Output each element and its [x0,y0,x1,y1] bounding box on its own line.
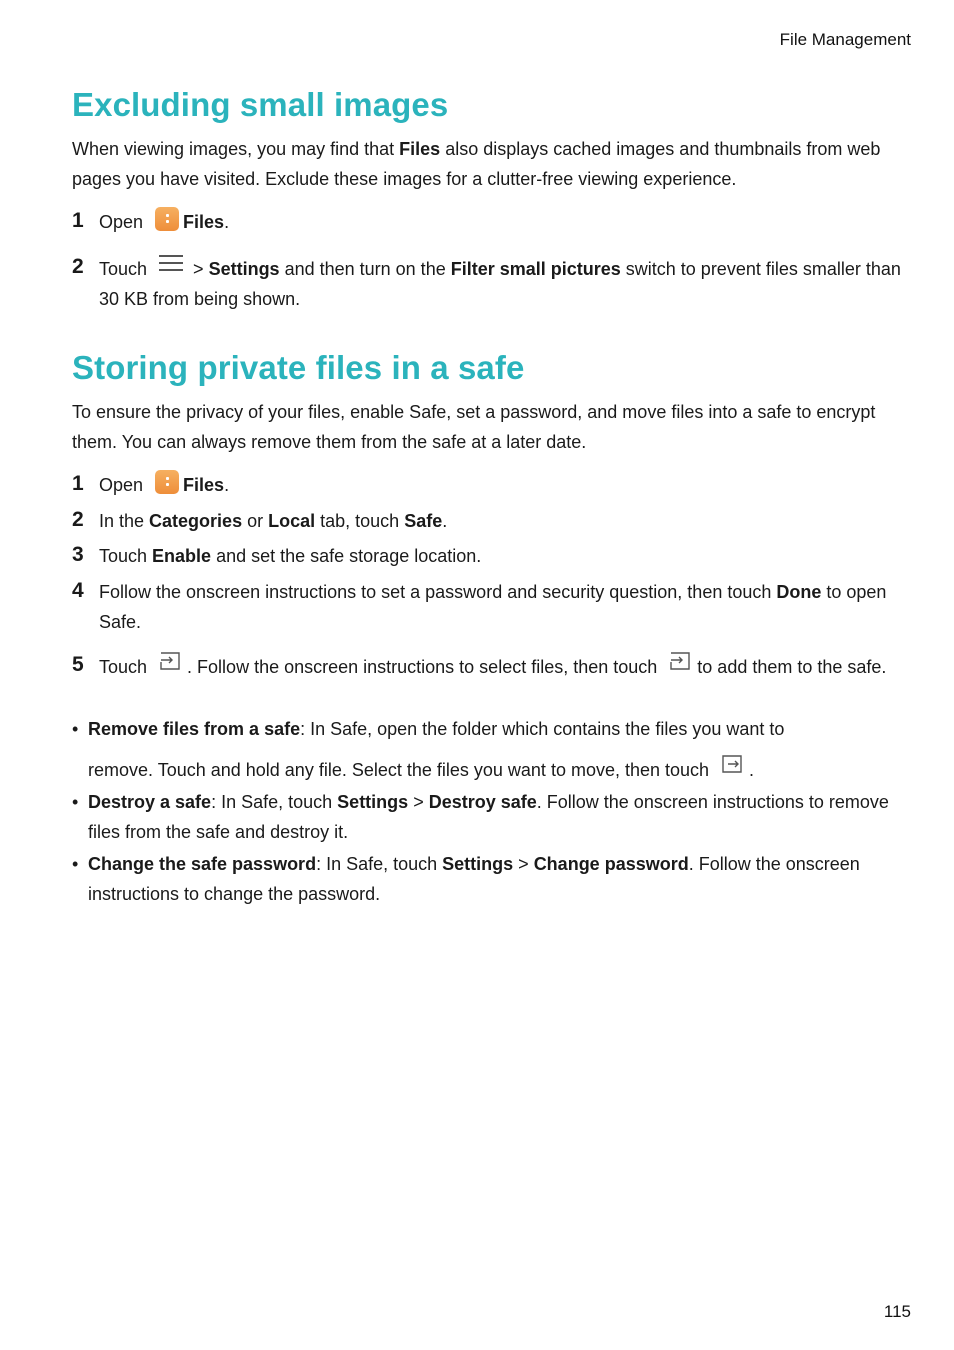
step-number: 3 [72,543,84,566]
step-number: 2 [72,255,84,278]
step-number: 2 [72,508,84,531]
section1-step-2: 2 Touch > Settings and then turn on the Filter small pictures switch to prevent files smaller than 30 KB from being shown. [72,253,902,314]
section2-step-2: 2 In the Categories or Local tab, touch Safe. [72,506,902,536]
move-to-safe-icon [669,651,691,671]
bullet-dot: • [72,719,79,739]
section2-step-5: 5 Touch . Follow the onscreen instructions to select files, then touch to add them to the safe. [72,651,902,682]
running-header: File Management [779,30,911,49]
move-out-icon [721,754,743,774]
bullet-change-password: • Change the safe password: In Safe, touch Settings > Change password. Follow the onscreen instructions to change the password. [72,849,902,909]
move-to-safe-icon [159,651,181,671]
section2-intro: To ensure the privacy of your files, enable Safe, set a password, and move files into a safe to encrypt them. You can always remove them from the safe at a later date. [72,402,876,452]
section2-step-4: 4 Follow the onscreen instructions to set a password and security question, then touch Done to open Safe. [72,577,902,637]
bullet-destroy-safe: • Destroy a safe: In Safe, touch Settings > Destroy safe. Follow the onscreen instructions to remove files from the safe and destroy it. [72,787,902,847]
bullet-dot: • [72,792,79,812]
section2-step-1: 1 Open Files. [72,470,902,500]
bullet-remove-files: • Remove files from a safe: In Safe, open the folder which contains the files you want to remove. Touch and hold any file. Select the files you want to move, then touch . [72,714,902,785]
section-title-excluding-small-images: Excluding small images [72,86,449,123]
step-number: 1 [72,472,84,495]
menu-icon [159,253,183,273]
files-app-icon [155,470,179,494]
page-number: 115 [883,1302,911,1321]
files-app-icon [155,207,179,231]
section1-intro: When viewing images, you may find that Files also displays cached images and thumbnails from web pages you have visited. Exclude these images for a clutter-free viewing experience. [72,139,881,189]
bullet-dot: • [72,854,79,874]
section-title-storing-private-files: Storing private files in a safe [72,349,525,386]
step-number: 5 [72,653,84,676]
step-number: 1 [72,209,84,232]
section2-step-3: 3 Touch Enable and set the safe storage location. [72,541,902,571]
step-number: 4 [72,579,84,602]
section1-step-1: 1 Open Files. [72,207,902,237]
